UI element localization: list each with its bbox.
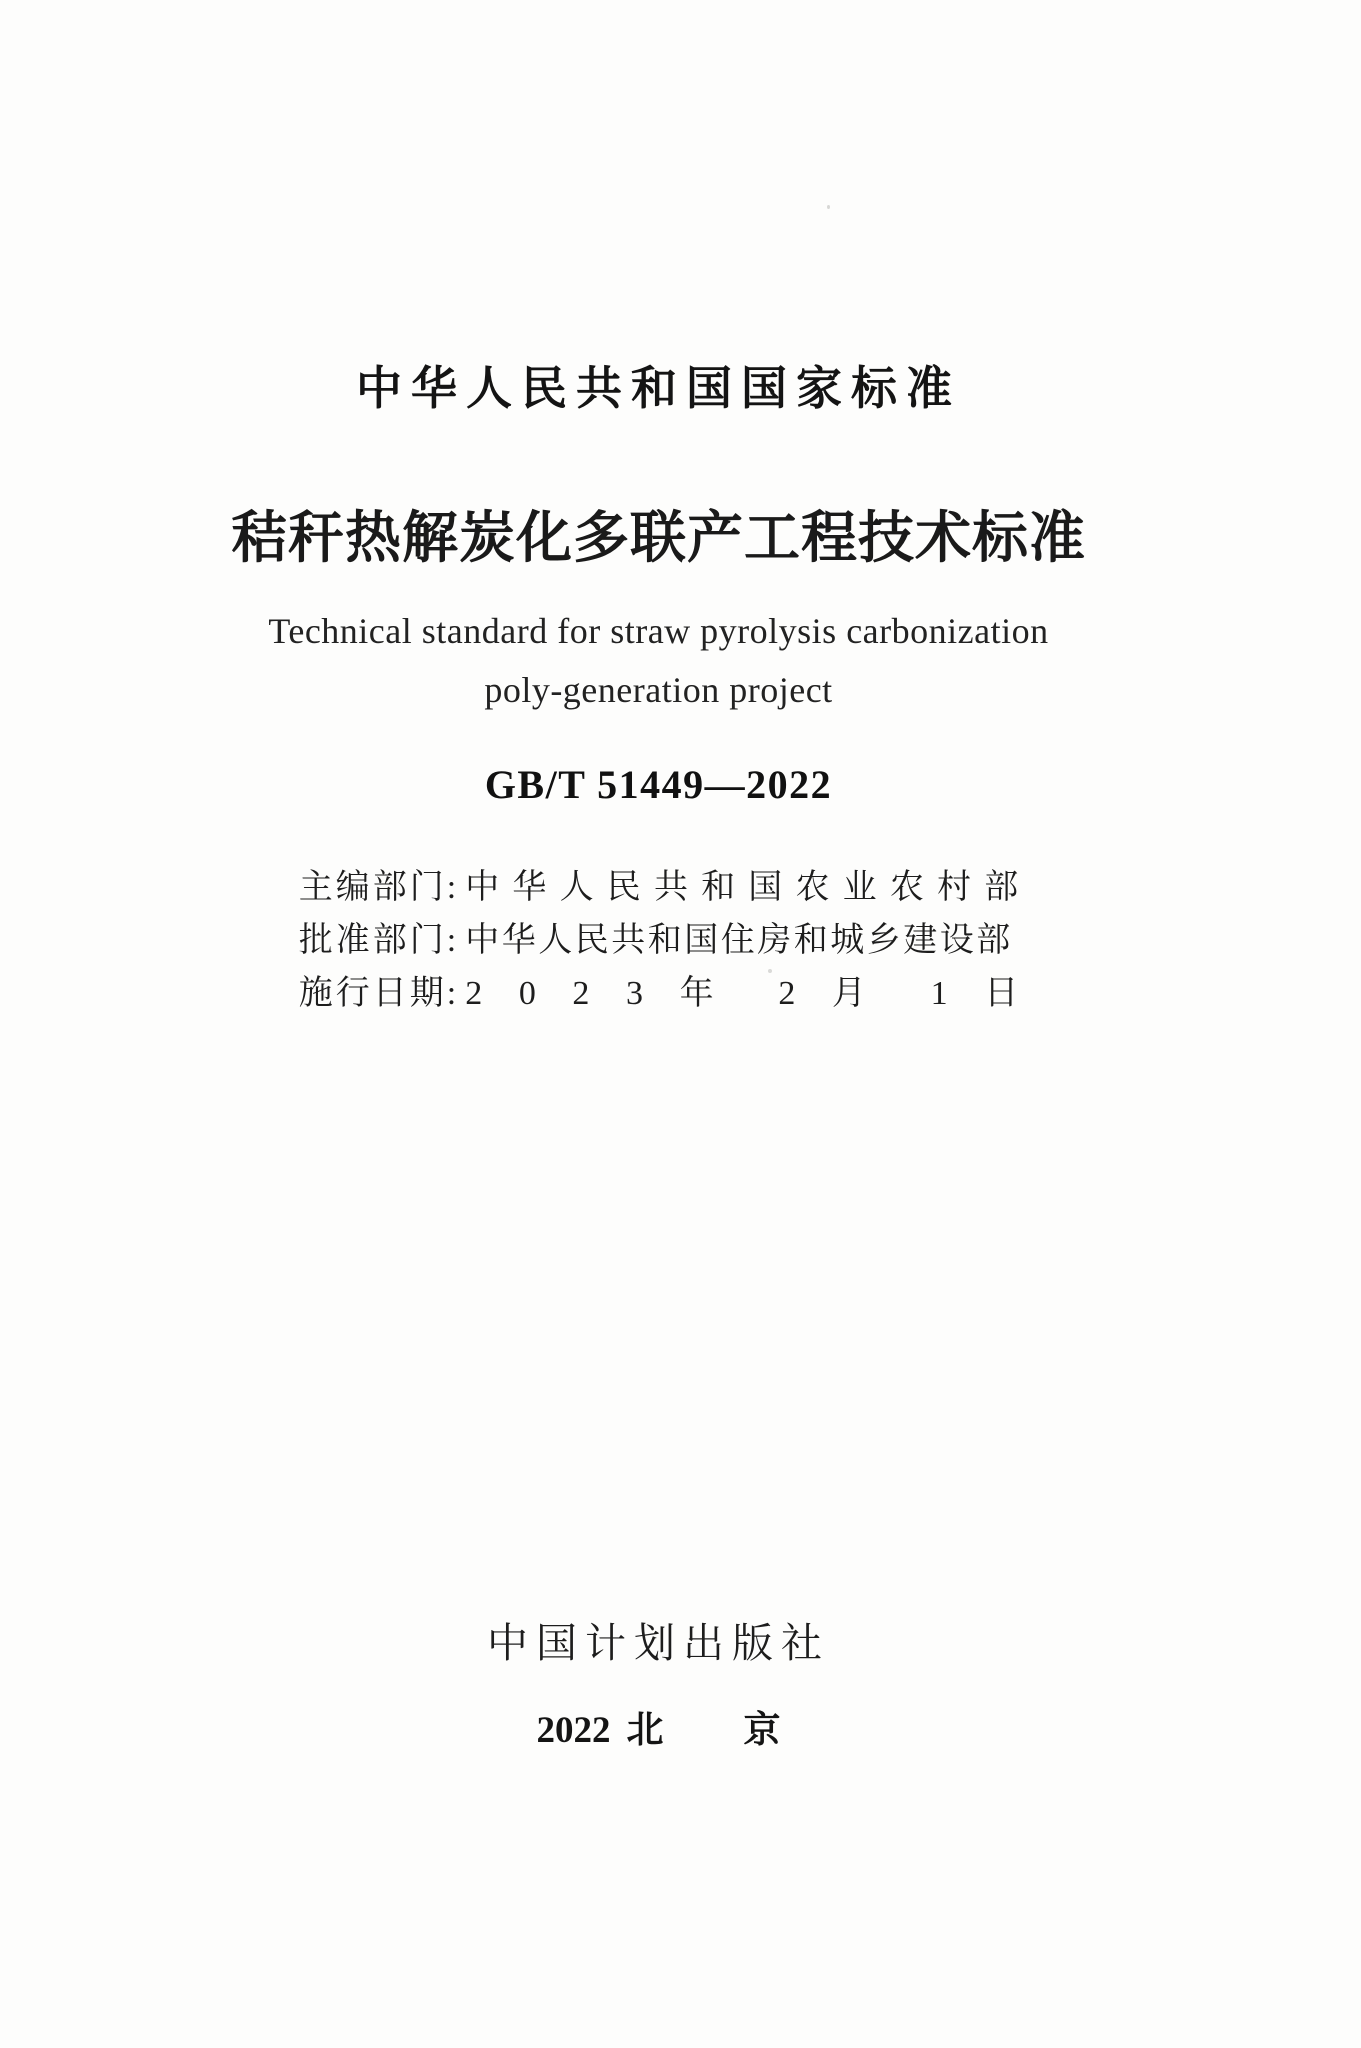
effective-date-label: 施行日期:: [298, 975, 460, 1012]
standard-title-chinese: 秸秆热解炭化多联产工程技术标准: [231, 508, 1086, 570]
approval-department-label: 批准部门:: [298, 922, 460, 959]
standard-title-english-line2: poly-generation project: [484, 670, 833, 710]
effective-date-line: [299, 967, 1018, 1020]
national-standard-heading: 中华人民共和国国家标准: [356, 362, 961, 414]
publication-year: 2022: [536, 1710, 611, 1751]
chief-editor-line: [299, 861, 1018, 914]
city-char-jing: 京: [743, 1710, 781, 1751]
scan-speck: [827, 205, 830, 209]
issuing-info-inner: [299, 861, 1018, 1020]
standard-number: GB/T 51449—2022: [484, 762, 833, 807]
issuing-info-block: [0, 861, 1317, 1020]
approval-department-value: 中华人民共和国住房和城乡建设部: [465, 922, 1013, 959]
effective-date-value: 2 0 2 3 年 2 月 1 日: [465, 975, 1019, 1012]
publisher-name: 中国计划出版社: [487, 1620, 830, 1666]
chief-editor-value: 中 华 人 民 共 和 国 农 业 农 村 部: [465, 869, 1019, 906]
scan-speck: [768, 969, 772, 973]
approval-department-line: [299, 914, 1018, 967]
chief-editor-label: 主编部门:: [298, 869, 460, 906]
standard-title-english-line1: Technical standard for straw pyrolysis carbonization: [268, 611, 1049, 651]
city-char-bei: 北: [626, 1710, 664, 1751]
year-city-line: [0, 1699, 1317, 1753]
